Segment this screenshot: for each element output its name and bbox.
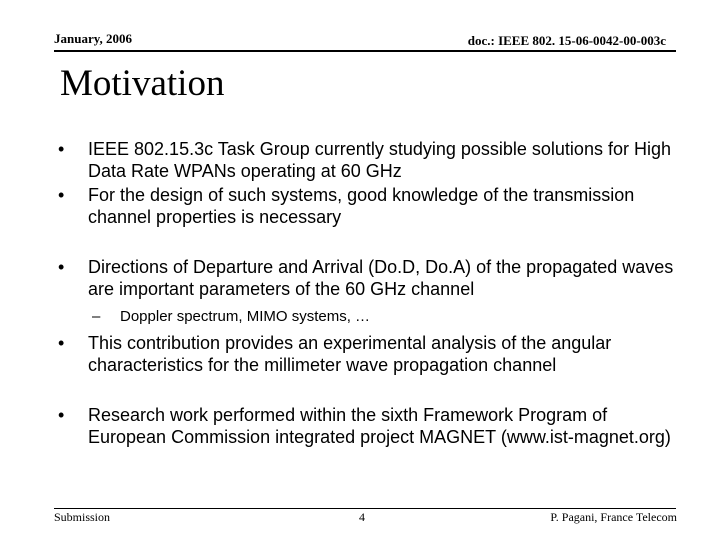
bullet-item [56, 138, 680, 182]
header-divider [54, 50, 676, 52]
bullet-text: Directions of Departure and Arrival (Do.D, Do.A) of the propagated waves are important parameters of the 60 GHz channel [88, 257, 674, 299]
bullet-marker: • [58, 257, 65, 277]
bullet-text: This contribution provides an experimental analysis of the angular characteristics for the millimeter wave propagation channel [88, 333, 612, 375]
bullet-marker: • [58, 185, 65, 205]
bullet-item [56, 332, 680, 376]
header-date: January, 2006 [54, 31, 133, 46]
bullet-item [56, 184, 680, 228]
sub-bullet-marker: – [92, 308, 101, 325]
footer-submission: Submission [54, 510, 111, 524]
bullet-text: IEEE 802.15.3c Task Group currently studying possible solutions for High Data Rate WPANs operating at 60 GHz [88, 139, 671, 181]
bullet-text: For the design of such systems, good knowledge of the transmission channel properties is necessary [88, 185, 635, 227]
bullet-marker: • [58, 139, 65, 159]
slide-title: Motivation [60, 63, 225, 104]
footer-divider [54, 508, 676, 509]
sub-bullet-text: Doppler spectrum, MIMO systems, … [120, 308, 371, 325]
footer-page-number: 4 [359, 510, 365, 524]
bullet-list [56, 138, 680, 448]
footer-author: P. Pagani, France Telecom [550, 510, 677, 524]
bullet-text: Research work performed within the sixth Framework Program of European Commission integrated project MAGNET (www.ist-magnet.org) [88, 405, 671, 447]
bullet-marker: • [58, 405, 65, 425]
bullet-item [56, 256, 680, 300]
sub-bullet-item [56, 307, 680, 326]
bullet-marker: • [58, 333, 65, 353]
bullet-item [56, 404, 680, 448]
header-doc-id: doc.: IEEE 802. 15-06-0042-00-003c [467, 33, 666, 48]
